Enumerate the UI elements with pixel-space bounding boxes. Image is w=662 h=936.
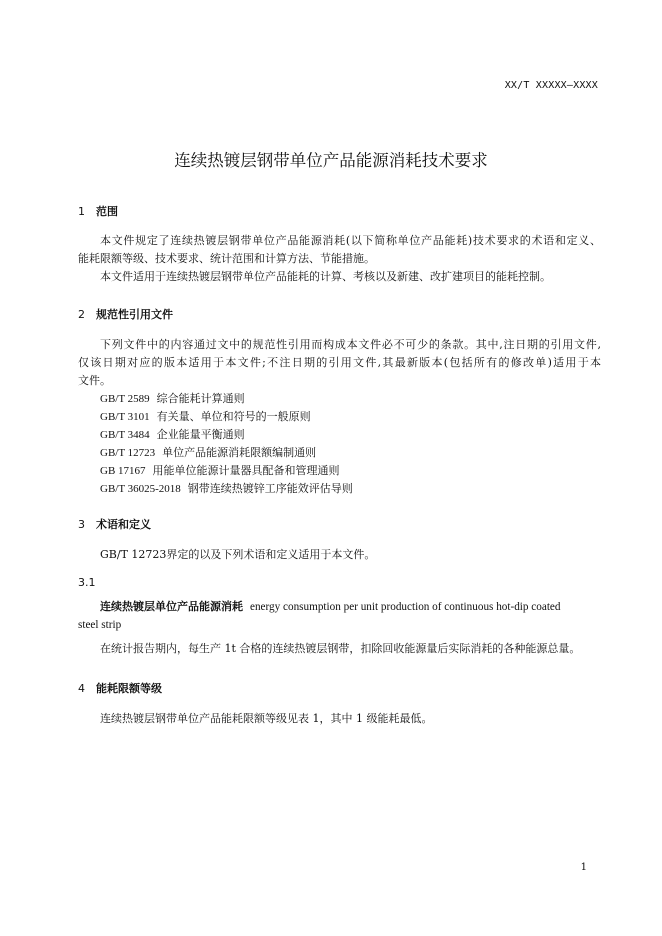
reference-name: 钢带连续热镀锌工序能效评估导则 xyxy=(187,482,353,495)
scope-paragraph-1-line-1: 本文件规定了连续热镀层钢带单位产品能源消耗(以下简称单位产品能耗)技术要求的术语和定义、 xyxy=(100,234,601,247)
reference-item xyxy=(100,390,245,406)
section-number: 3 xyxy=(78,518,85,531)
standard-code: XX/T XXXXX—XXXX xyxy=(504,80,598,91)
reference-item xyxy=(100,408,311,424)
reference-item xyxy=(100,462,340,478)
term-entry-line-2 xyxy=(78,616,601,634)
reference-name: 有关量、单位和符号的一般原则 xyxy=(156,410,311,423)
reference-code: GB/T 3484 xyxy=(100,429,150,441)
reference-name: 综合能耗计算通则 xyxy=(156,392,245,405)
references-intro-line-1: 下列文件中的内容通过文中的规范性引用而构成本文件必不可少的条款。其中,注日期的引用文件, xyxy=(100,338,601,351)
reference-code: GB/T 2589 xyxy=(100,393,150,405)
reference-name: 企业能量平衡通则 xyxy=(156,428,245,441)
section-1-heading xyxy=(78,203,118,219)
section-title: 能耗限额等级 xyxy=(96,682,162,695)
term-english-continued: steel strip xyxy=(78,619,122,631)
scope-paragraph-2: 本文件适用于连续热镀层钢带单位产品能耗的计算、考核以及新建、改扩建项目的能耗控制。 xyxy=(100,270,551,283)
references-intro-line-3: 文件。 xyxy=(78,374,111,387)
reference-name: 单位产品能源消耗限额编制通则 xyxy=(162,446,317,459)
section-number: 2 xyxy=(78,308,85,321)
term-number: 3.1 xyxy=(78,576,96,589)
section-3-heading xyxy=(78,516,151,532)
reference-name: 用能单位能源计量器具配备和管理通则 xyxy=(152,464,340,477)
levels-paragraph: 连续热镀层钢带单位产品能耗限额等级见表 1，其中 1 级能耗最低。 xyxy=(100,712,433,725)
document-title: 连续热镀层钢带单位产品能源消耗技术要求 xyxy=(174,151,488,170)
reference-item xyxy=(100,444,316,460)
term-entry-line-1 xyxy=(78,598,601,616)
section-title: 范围 xyxy=(96,205,118,218)
section-title: 术语和定义 xyxy=(96,518,151,531)
terms-intro: GB/T 12723界定的以及下列术语和定义适用于本文件。 xyxy=(100,548,376,561)
reference-code: GB/T 3101 xyxy=(100,411,150,423)
section-number: 4 xyxy=(78,682,85,695)
section-title: 规范性引用文件 xyxy=(96,308,173,321)
section-4-heading xyxy=(78,680,162,696)
reference-item xyxy=(100,426,245,442)
term-chinese: 连续热镀层单位产品能源消耗 xyxy=(100,600,243,613)
reference-code: GB/T 12723 xyxy=(100,447,156,459)
section-2-heading xyxy=(78,306,173,322)
reference-code: GB/T 36025-2018 xyxy=(100,483,181,495)
reference-code: GB 17167 xyxy=(100,465,146,477)
section-number: 1 xyxy=(78,205,85,218)
references-intro-line-2: 仅该日期对应的版本适用于本文件;不注日期的引用文件,其最新版本(包括所有的修改单)适用于本 xyxy=(78,356,601,369)
scope-paragraph-1-line-2: 能耗限额等级、技术要求、统计范围和计算方法、节能措施。 xyxy=(78,252,375,265)
page-number: 1 xyxy=(580,862,587,873)
term-definition: 在统计报告期内，每生产 1t 合格的连续热镀层钢带，扣除回收能源量后实际消耗的各种能源总量。 xyxy=(100,642,581,655)
reference-item xyxy=(100,480,353,496)
term-english: energy consumption per unit production of continuous hot-dip coated xyxy=(250,601,561,613)
